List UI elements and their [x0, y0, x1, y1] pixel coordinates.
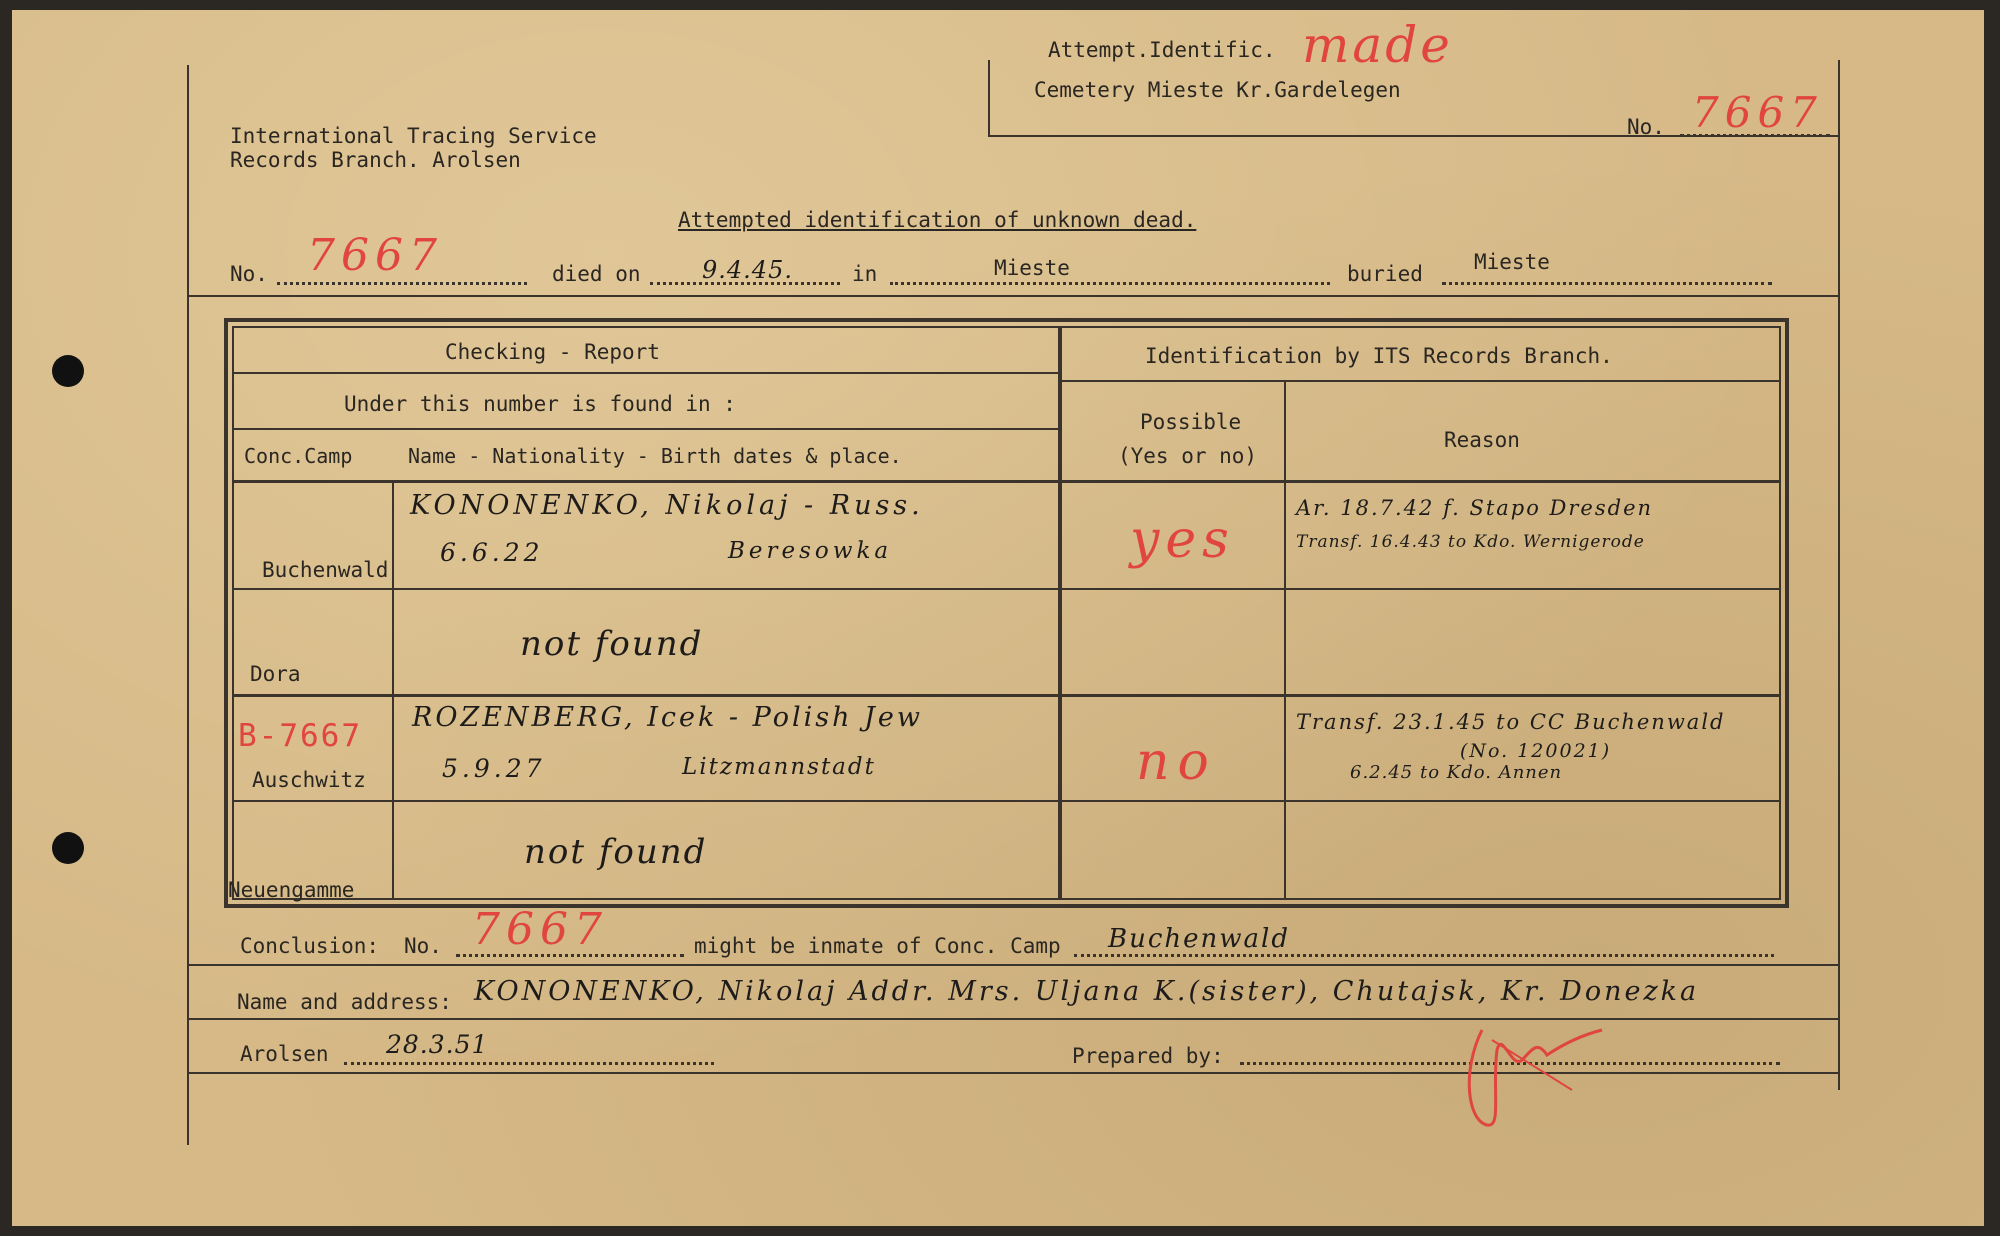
- conclusion-no-label: No.: [404, 934, 442, 958]
- name-address-label: Name and address:: [237, 990, 452, 1014]
- col-name-header: Name - Nationality - Birth dates & place.: [408, 444, 902, 468]
- org-line-1: International Tracing Service: [230, 124, 597, 148]
- buried-label: buried: [1347, 262, 1423, 286]
- died-label: died on: [552, 262, 641, 286]
- header-no-label: No.: [1627, 115, 1665, 139]
- record-no-value: 7667: [307, 230, 443, 281]
- row-name-line-1: KONONENKO, Nikolaj - Russ.: [410, 490, 924, 521]
- row-camp-label: Dora: [250, 662, 301, 686]
- prepared-by-label: Prepared by:: [1072, 1044, 1224, 1068]
- cemetery-text: Cemetery Mieste Kr.Gardelegen: [1034, 78, 1401, 102]
- row-name-line-1: not found: [520, 624, 704, 664]
- table-rule-row2: [232, 694, 1781, 697]
- conclusion-label: Conclusion:: [240, 934, 380, 958]
- left-margin-line: [187, 65, 189, 1145]
- conclusion-top-rule: [187, 964, 1838, 966]
- footer-date-value: 28.3.51: [386, 1030, 489, 1059]
- footer-place-label: Arolsen: [240, 1042, 329, 1066]
- record-no-dots: [277, 282, 527, 285]
- row-camp-number: B-7667: [238, 718, 362, 754]
- row-reason-line-3: 6.2.45 to Kdo. Annen: [1350, 762, 1563, 783]
- under-number-text: Under this number is found in :: [344, 392, 736, 416]
- table-rule-2: [232, 428, 1058, 430]
- row-possible-value: yes: [1130, 510, 1235, 570]
- row-reason-line-1: Ar. 18.7.42 f. Stapo Dresden: [1296, 496, 1654, 520]
- record-line-rule: [187, 295, 1838, 297]
- table-divider-main: [1058, 326, 1062, 900]
- signature-scribble: [1452, 1010, 1612, 1140]
- buried-value: Mieste: [1474, 250, 1550, 274]
- checking-report-header: Checking - Report: [445, 340, 660, 364]
- in-dots: [890, 282, 1330, 285]
- attempt-value: made: [1302, 16, 1453, 74]
- index-card: [12, 10, 1984, 1226]
- table-rule-1r: [1058, 380, 1781, 382]
- punch-hole-top: [52, 355, 84, 387]
- row-camp-label: Buchenwald: [262, 558, 389, 582]
- record-no-label: No.: [230, 262, 268, 286]
- table-rule-1: [232, 372, 1058, 374]
- row-birth-date: 6.6.22: [440, 538, 544, 567]
- footer-date-dots: [344, 1062, 714, 1065]
- conclusion-no-value: 7667: [472, 904, 608, 955]
- page-title: Attempted identification of unknown dead.: [678, 208, 1197, 232]
- buried-dots: [1442, 282, 1772, 285]
- identification-header: Identification by ITS Records Branch.: [1145, 344, 1613, 368]
- col-possible-header-2: (Yes or no): [1118, 444, 1258, 468]
- attempt-box-left: [988, 60, 990, 135]
- org-line-2: Records Branch. Arolsen: [230, 148, 521, 172]
- row-camp-label: Auschwitz: [252, 768, 366, 792]
- table-rule-row1: [232, 588, 1781, 590]
- right-margin-line: [1838, 60, 1840, 1090]
- conclusion-might-text: might be inmate of Conc. Camp: [694, 934, 1061, 958]
- in-value: Mieste: [994, 256, 1070, 280]
- col-camp-header: Conc.Camp: [244, 444, 353, 468]
- table-divider-possible: [1284, 380, 1286, 900]
- col-reason-header: Reason: [1444, 428, 1520, 452]
- row-possible-value: no: [1136, 732, 1217, 792]
- row-camp-label: Neuengamme: [228, 878, 355, 902]
- row-birth-place: Beresowka: [728, 538, 893, 564]
- table-divider-camp: [392, 480, 394, 900]
- row-reason-line-2: Transf. 16.4.43 to Kdo. Wernigerode: [1296, 532, 1645, 552]
- row-birth-place: Litzmannstadt: [682, 754, 876, 780]
- name-address-value: KONONENKO, Nikolaj Addr. Mrs. Uljana K.(sister), Chutajsk, Kr. Donezka: [474, 976, 1700, 1007]
- row-birth-date: 5.9.27: [442, 754, 546, 783]
- in-label: in: [852, 262, 878, 286]
- conclusion-camp-value: Buchenwald: [1108, 924, 1291, 954]
- conclusion-camp-dots: [1074, 954, 1774, 957]
- row-name-line-1: ROZENBERG, Icek - Polish Jew: [412, 702, 923, 733]
- row-name-line-1: not found: [524, 832, 708, 872]
- table-rule-3: [232, 480, 1781, 483]
- row-reason-line-1: Transf. 23.1.45 to CC Buchenwald: [1296, 710, 1726, 734]
- attempt-label: Attempt.Identific.: [1048, 38, 1276, 62]
- col-possible-header-1: Possible: [1140, 410, 1242, 434]
- punch-hole-bottom: [52, 832, 84, 864]
- table-rule-row3: [232, 800, 1781, 802]
- row-reason-line-2: (No. 120021): [1460, 740, 1612, 762]
- died-value: 9.4.45.: [702, 256, 793, 284]
- header-no-value: 7667: [1692, 88, 1823, 137]
